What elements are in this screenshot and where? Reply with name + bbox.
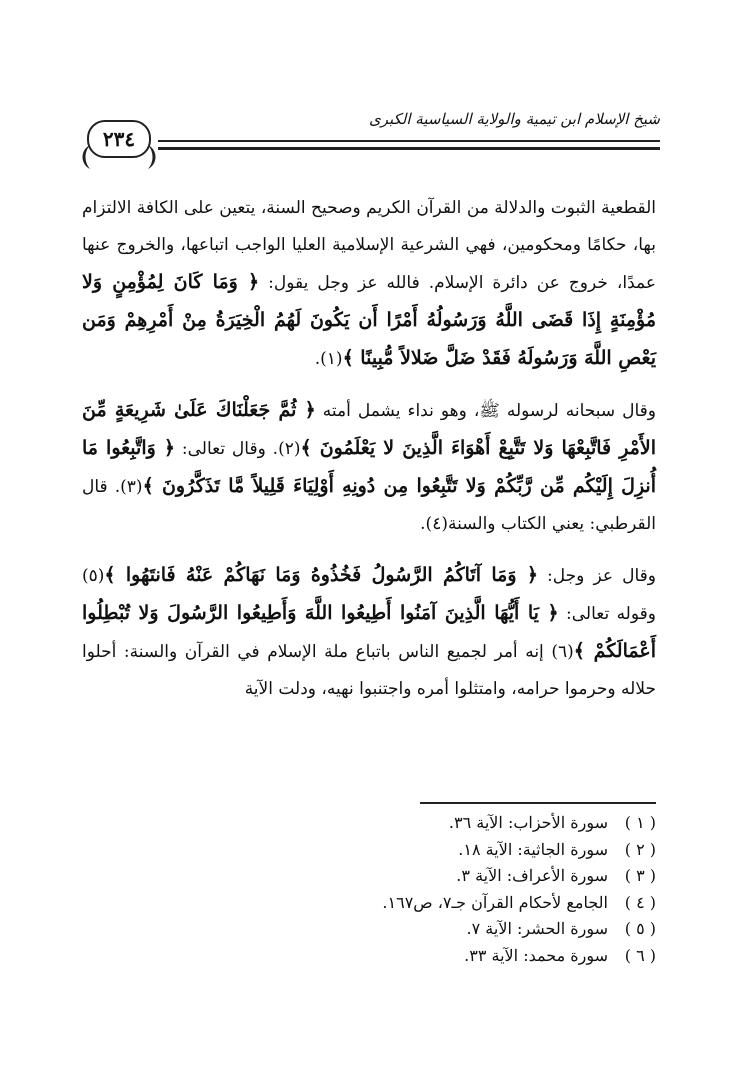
page-header xyxy=(80,100,660,170)
ornament-right-icon xyxy=(146,144,160,170)
footnote-number: ( ٤ ) xyxy=(624,892,656,912)
footnotes xyxy=(300,810,656,969)
text-run: (٥) وقوله تعالى: xyxy=(82,566,656,624)
footnote-rule xyxy=(420,802,656,804)
footnote-text: سورة الجاثية: الآية ١٨. xyxy=(458,839,608,859)
text-run: (٣). قال القرطبي: يعني الكتاب والسنة(٤). xyxy=(82,477,656,534)
footnote-number: ( ٥ ) xyxy=(624,919,656,938)
footnote-item xyxy=(300,916,656,943)
footnote-item xyxy=(300,943,656,970)
footnote-text: سورة الأحزاب: الآية ٣٦. xyxy=(448,813,608,832)
text-run: (٢). وقال تعالى: xyxy=(175,439,301,459)
text-run: (١). xyxy=(314,349,343,369)
text-run: (٦) إنه أمر لجميع الناس باتباع ملة الإسلام في القرآن والسنة: أحلوا حلاله وحرموا حرامه، وامتثلوا أمره واجتنبوا نهيه، ودلت الآية xyxy=(82,642,656,699)
text-run: القطعية الثبوت والدلالة من القرآن الكريم وصحيح السنة، يتعين على الكافة الالتزام بها، حكامًا ومحكومين، فهي الشرعية الإسلامية العليا الواجب اتباعها، والخروج عنها عمدًا، خروج عن دائرة الإسلام. فالله عز وجل يقول: xyxy=(82,198,657,293)
text-run: وقال عز وجل: xyxy=(537,566,656,586)
footnote-item xyxy=(300,837,656,864)
footnote-number: ( ١ ) xyxy=(624,813,656,832)
paragraph-3 xyxy=(82,557,656,708)
footnote-text: سورة الأعراف: الآية ٣. xyxy=(456,866,608,885)
paragraph-2 xyxy=(82,392,656,543)
ornament-left-icon xyxy=(78,144,92,170)
footnote-item xyxy=(300,890,656,917)
quran-verse: ﴿ وَمَا كَانَ لِمُؤْمِنٍ وَلا مُؤْمِنَةٍ إِذَا قَضَى اللَّهُ وَرَسُولُهُ أَمْرًا أَن يَكُونَ لَهُمُ الْخِيَرَةُ مِنْ أَمْرِهِمْ وَمَن يَعْصِ اللَّهَ وَرَسُولَهُ فَقَدْ ضَلَّ ضَلالاً مُّبِينًا ﴾ xyxy=(82,271,656,369)
main-text xyxy=(82,190,656,722)
quran-verse: ﴿ يَا أَيُّهَا الَّذِينَ آمَنُوا أَطِيعُوا اللَّهَ وَأَطِيعُوا الرَّسُولَ وَلا تُبْطِلُوا أَعْمَالَكُمْ ﴾ xyxy=(82,602,656,662)
footnote-text: سورة الحشر: الآية ٧. xyxy=(466,919,608,938)
paragraph-1 xyxy=(82,190,656,378)
footnote-item xyxy=(300,810,656,837)
page-number-badge xyxy=(80,118,158,160)
quran-verse: ﴿ ثُمَّ جَعَلْنَاكَ عَلَىٰ شَرِيعَةٍ مِّنَ الأَمْرِ فَاتَّبِعْهَا وَلا تَتَّبِعْ أَهْوَاءَ الَّذِينَ لا يَعْلَمُونَ ﴾ xyxy=(82,399,656,459)
running-title: شيخ الإسلام ابن تيمية والولاية السياسية الكبرى xyxy=(368,110,660,128)
footnote-text: الجامع لأحكام القرآن جـ٧، ص١٦٧. xyxy=(382,892,608,912)
footnote-item xyxy=(300,863,656,890)
footnote-number: ( ٢ ) xyxy=(624,839,656,859)
header-rule xyxy=(80,140,660,150)
page-number: ٢٣٤ xyxy=(87,120,151,158)
text-run: وقال سبحانه لرسوله ﷺ، وهو نداء يشمل أمته xyxy=(315,401,657,421)
quran-verse: ﴿ وَاتَّبِعُوا مَا أُنزِلَ إِلَيْكُم مِّن رَّبِّكُمْ وَلا تَتَّبِعُوا مِن دُونِهِ أَوْلِيَاءَ قَلِيلاً مَّا تَذَكَّرُونَ ﴾ xyxy=(82,437,656,497)
quran-verse: ﴿ وَمَا آتَاكُمُ الرَّسُولُ فَخُذُوهُ وَمَا نَهَاكُمْ عَنْهُ فَانتَهُوا ﴾ xyxy=(104,564,538,586)
footnote-number: ( ٦ ) xyxy=(624,945,656,965)
footnote-number: ( ٣ ) xyxy=(624,866,656,885)
footnote-text: سورة محمد: الآية ٣٣. xyxy=(464,945,608,965)
